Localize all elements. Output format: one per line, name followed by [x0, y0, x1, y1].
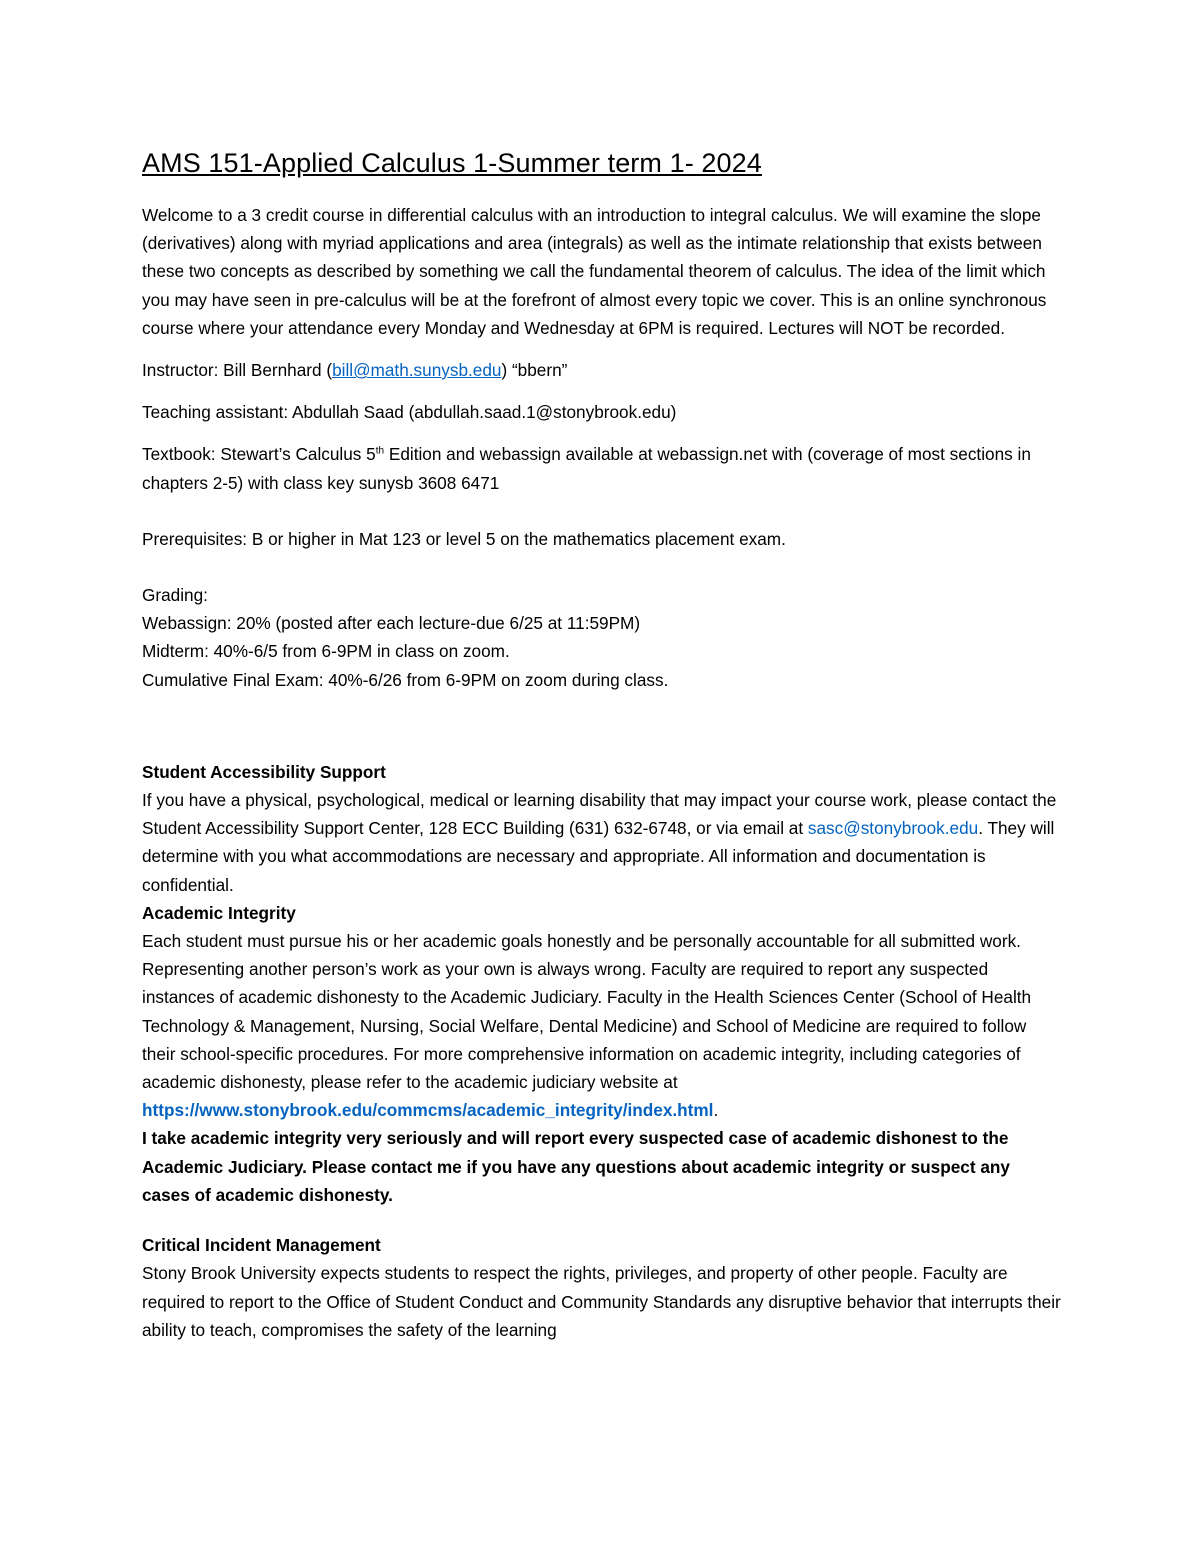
instructor-prefix: Instructor: Bill Bernhard ( — [142, 360, 333, 381]
grading-item-webassign: Webassign: 20% (posted after each lecture-due 6/25 at 11:59PM) — [142, 613, 641, 634]
ta-line: Teaching assistant: Abdullah Saad (abdullah.saad.1@stonybrook.edu) — [142, 402, 677, 423]
integrity-text: Each student must pursue his or her academic goals honestly and be personally accountable for all submitted work. Representing another person’s work as your own is always wrong. Faculty are required to report any suspected instances of academic dishonesty to the Academic Judiciary. Faculty in the Health Sciences Center (School of Health Technology & Management, Nursing, Social Welfare, Dental Medicine) and School of Medicine are required to follow their school-specific procedures. For more comprehensive information on academic integrity, including categories of academic dishonesty, please refer to the academic judiciary website at — [142, 931, 1032, 1093]
instructor-email-link[interactable]: bill@math.sunysb.edu — [332, 360, 502, 381]
accessibility-text-before: If you have a physical, psychological, medical or learning disability that may impact your course work, please contact the Student Accessibility Support Center, 128 ECC Building (631) 632-6748, or via email at — [142, 790, 1057, 839]
textbook-sup: th — [375, 445, 385, 457]
incident-text: Stony Brook University expects students to respect the rights, privileges, and property of other people. Faculty are required to report to the Office of Student Conduct and Community Standards any disruptive behavior that interrupts their ability to teach, compromises the safety of the learning — [142, 1263, 1061, 1340]
textbook-line — [142, 440, 1062, 496]
intro-paragraph: Welcome to a 3 credit course in differential calculus with an introduction to integral calculus. We will examine the slope (derivatives) along with myriad applications and area (integrals) as well as the intimate relationship that exists between these two concepts as described by something we call the fundamental theorem of calculus. The idea of the limit which you may have seen in pre-calculus will be at the forefront of almost every topic we cover. This is an online synchronous course where your attendance every Monday and Wednesday at 6PM is required. Lectures will NOT be recorded. — [142, 205, 1047, 338]
accessibility-heading: Student Accessibility Support — [142, 761, 386, 782]
integrity-url-line — [142, 1096, 1062, 1124]
accessibility-email-link[interactable]: sasc@stonybrook.edu — [807, 818, 979, 839]
integrity-url-link[interactable]: https://www.stonybrook.edu/commcms/academic_integrity/index.html — [142, 1100, 714, 1121]
page-title: AMS 151-Applied Calculus 1-Summer term 1- 2024 — [142, 148, 762, 178]
accessibility-section — [142, 758, 1062, 899]
accessibility-text — [142, 786, 1062, 899]
incident-heading: Critical Incident Management — [142, 1235, 381, 1256]
integrity-section — [142, 899, 1062, 1209]
accessibility-text-after: . They will determine with you what accommodations are necessary and appropriate. All information and documentation is confidential. — [142, 818, 1055, 895]
prerequisites-line: Prerequisites: B or higher in Mat 123 or level 5 on the mathematics placement exam. — [142, 528, 786, 549]
instructor-line — [142, 356, 1062, 384]
integrity-heading: Academic Integrity — [142, 902, 296, 923]
instructor-suffix: ) “bbern” — [501, 360, 568, 381]
textbook-after: Edition and webassign available at webassign.net with (coverage of most sections in chapters 2-5) with class key sunysb 3608 6471 — [142, 444, 1031, 493]
incident-section — [142, 1231, 1062, 1344]
integrity-statement: I take academic integrity very seriously and will report every suspected case of academic dishonest to the Academic Judiciary. Please contact me if you have any questions about academic integrity or suspect any cases of academic dishonesty. — [142, 1128, 1010, 1205]
textbook-before: Textbook: Stewart’s Calculus 5 — [142, 444, 376, 465]
integrity-url-suffix: . — [713, 1100, 719, 1121]
grading-section — [142, 581, 1062, 694]
grading-item-midterm: Midterm: 40%-6/5 from 6-9PM in class on zoom. — [142, 641, 510, 662]
document-content — [142, 148, 1062, 1344]
grading-heading: Grading: — [142, 585, 208, 606]
grading-item-final: Cumulative Final Exam: 40%-6/26 from 6-9PM on zoom during class. — [142, 669, 669, 690]
